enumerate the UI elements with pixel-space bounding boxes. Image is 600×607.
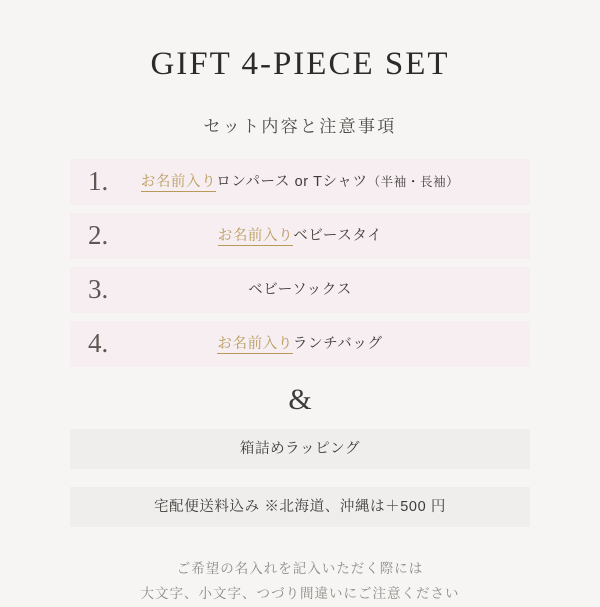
footnote-line-2: 大文字、小文字、つづり間違いにご注意ください <box>140 585 460 601</box>
item-number: 3. <box>88 273 109 304</box>
extra-item-shipping <box>70 487 530 527</box>
page-subtitle: セット内容と注意事項 <box>203 117 397 136</box>
item-text: ベビースタイ <box>293 227 383 244</box>
item-number: 2. <box>88 219 109 250</box>
item-note: （半袖・長袖） <box>367 174 460 189</box>
set-contents-list <box>70 159 530 527</box>
item-number: 1. <box>88 165 109 196</box>
footnote <box>141 557 460 607</box>
extra-item-label: 宅配便送料込み ※北海道、沖縄は＋500 円 <box>154 498 446 515</box>
item-highlight: お名前入り <box>140 173 217 190</box>
page-title: GIFT 4-PIECE SET <box>150 46 450 82</box>
item-text: ロンパース or Tシャツ <box>216 173 368 190</box>
list-item <box>70 321 530 367</box>
ampersand-separator: & <box>288 383 312 416</box>
item-label <box>166 227 435 246</box>
list-item <box>70 213 530 259</box>
item-text: ランチバッグ <box>292 335 383 352</box>
item-text: ベビーソックス <box>248 281 352 298</box>
list-item <box>70 159 530 205</box>
extra-item-label: 箱詰めラッピング <box>239 440 361 457</box>
list-item <box>70 267 530 313</box>
extra-item-wrapping <box>70 429 530 469</box>
footnote-line-1: ご希望の名入れを記入いただく際には <box>176 561 424 576</box>
item-label <box>196 281 404 300</box>
item-label <box>165 335 434 354</box>
item-label <box>89 173 512 192</box>
item-highlight: お名前入り <box>217 227 294 244</box>
item-number: 4. <box>88 327 109 358</box>
item-highlight: お名前入り <box>217 335 293 352</box>
